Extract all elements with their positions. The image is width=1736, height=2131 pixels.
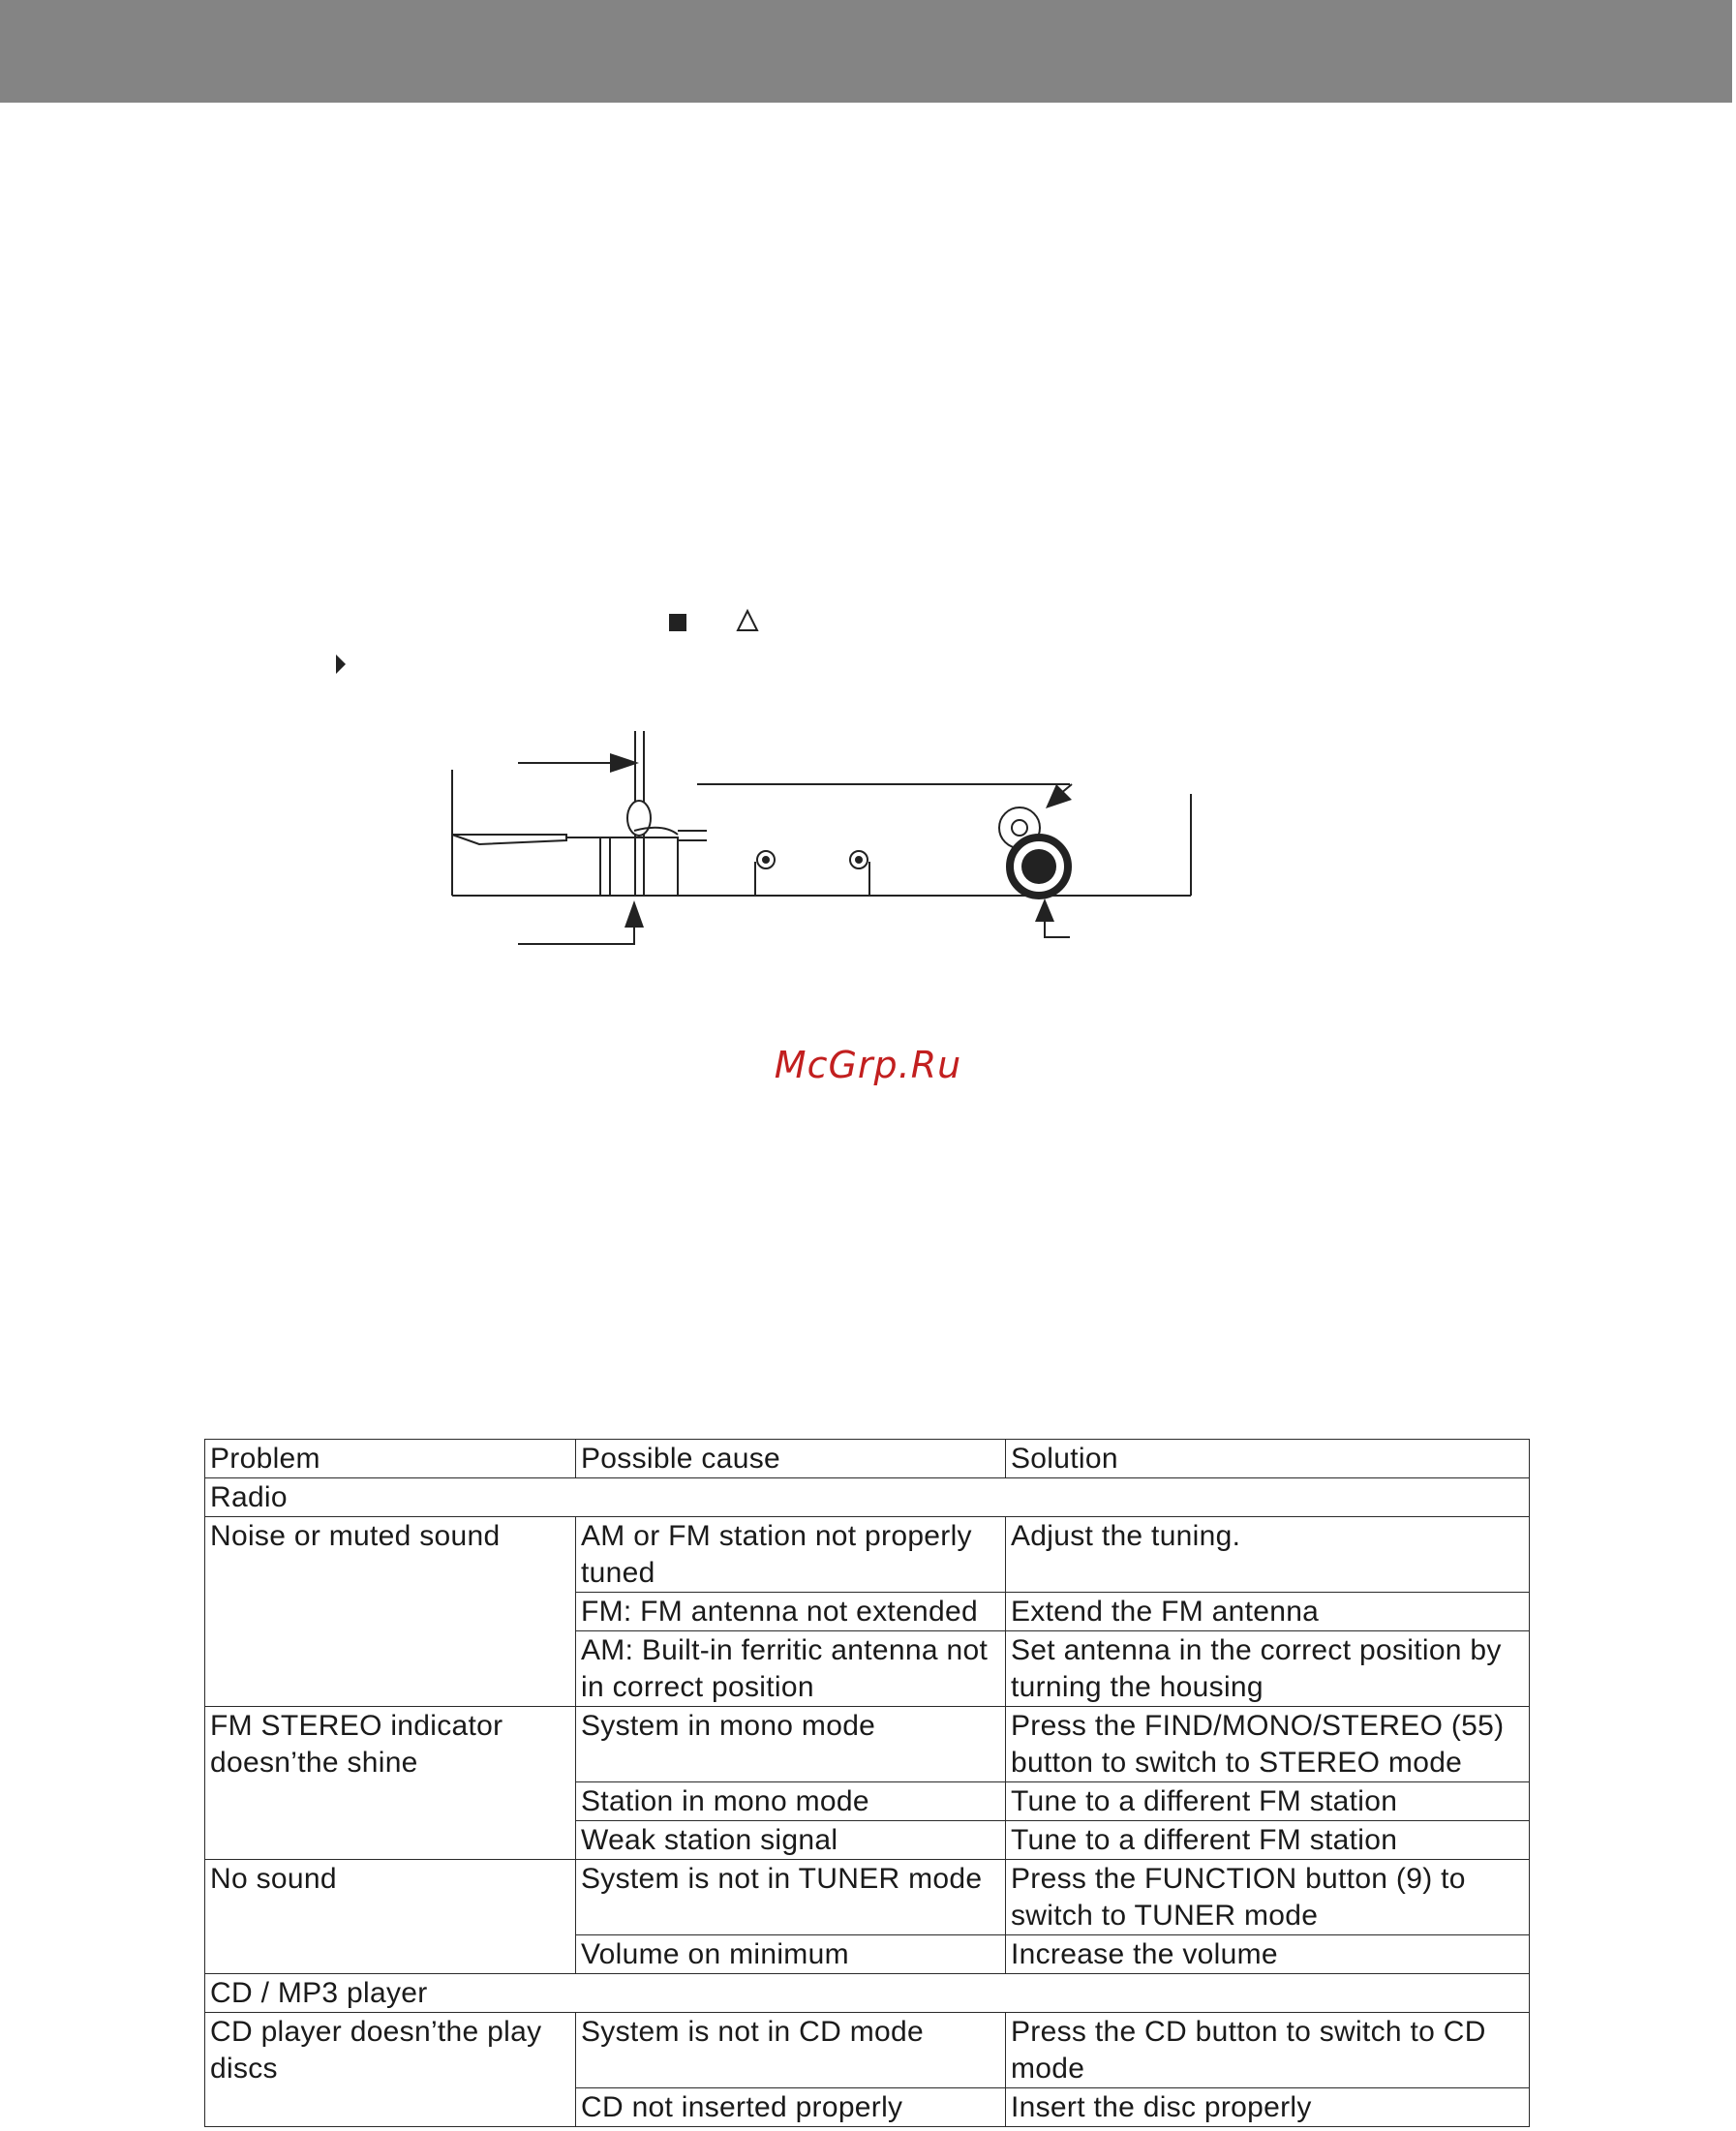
cause-cell: System is not in TUNER mode: [576, 1860, 1006, 1935]
header-problem: Problem: [205, 1440, 576, 1478]
header-cause: Possible cause: [576, 1440, 1006, 1478]
problem-cell: CD player doesn’the play discs: [205, 2013, 576, 2127]
header-bar: [0, 0, 1736, 103]
solution-cell: Tune to a different FM station: [1006, 1821, 1530, 1860]
tonearm-mount: [566, 837, 678, 896]
cause-cell: Station in mono mode: [576, 1782, 1006, 1821]
cause-cell: CD not inserted properly: [576, 2088, 1006, 2127]
solution-cell: Set antenna in the correct position by turning the housing: [1006, 1631, 1530, 1707]
cause-cell: Volume on minimum: [576, 1935, 1006, 1974]
eject-triangle-icon: [736, 608, 759, 633]
solution-cell: Press the FIND/MONO/STEREO (55) button to switch to STEREO mode: [1006, 1707, 1530, 1782]
play-arrow-icon: [335, 654, 347, 675]
problem-cell: Noise or muted sound: [205, 1517, 576, 1707]
arrow-bottom-head: [624, 900, 644, 928]
table-row: [205, 1707, 1530, 1782]
cause-cell: Weak station signal: [576, 1821, 1006, 1860]
solution-cell: Increase the volume: [1006, 1935, 1530, 1974]
solution-cell: Extend the FM antenna: [1006, 1593, 1530, 1631]
solution-cell: Press the FUNCTION button (9) to switch to TUNER mode: [1006, 1860, 1530, 1935]
table-row: [205, 1517, 1530, 1593]
section-row-cd-mp3: [205, 1974, 1530, 2013]
section-title: CD / MP3 player: [205, 1974, 1530, 2013]
cause-cell: System in mono mode: [576, 1707, 1006, 1782]
page-edge: [1732, 0, 1736, 2131]
turntable-diagram: [441, 716, 1215, 949]
cause-cell: AM: Built-in ferritic antenna not in correct position: [576, 1631, 1006, 1707]
solution-cell: Press the CD button to switch to CD mode: [1006, 2013, 1530, 2088]
table-row: [205, 2013, 1530, 2088]
troubleshooting-table: [204, 1439, 1530, 2127]
section-title: Radio: [205, 1478, 1530, 1517]
tonearm: [452, 835, 566, 844]
table-row: [205, 1860, 1530, 1935]
stop-square-icon: [669, 614, 686, 631]
solution-cell: Adjust the tuning.: [1006, 1517, 1530, 1593]
solution-cell: Insert the disc properly: [1006, 2088, 1530, 2127]
arrow-knob-bottom-head: [1035, 898, 1054, 922]
problem-cell: FM STEREO indicator doesn’the shine: [205, 1707, 576, 1860]
solution-cell: Tune to a different FM station: [1006, 1782, 1530, 1821]
problem-cell: No sound: [205, 1860, 576, 1974]
cause-cell: System is not in CD mode: [576, 2013, 1006, 2088]
cause-cell: FM: FM antenna not extended: [576, 1593, 1006, 1631]
watermark: McGrp.Ru: [774, 1044, 962, 1086]
header-solution: Solution: [1006, 1440, 1530, 1478]
table-header-row: [205, 1440, 1530, 1478]
arrow-bottom-shaft: [518, 920, 634, 944]
cause-cell: AM or FM station not properly tuned: [576, 1517, 1006, 1593]
section-row-radio: [205, 1478, 1530, 1517]
